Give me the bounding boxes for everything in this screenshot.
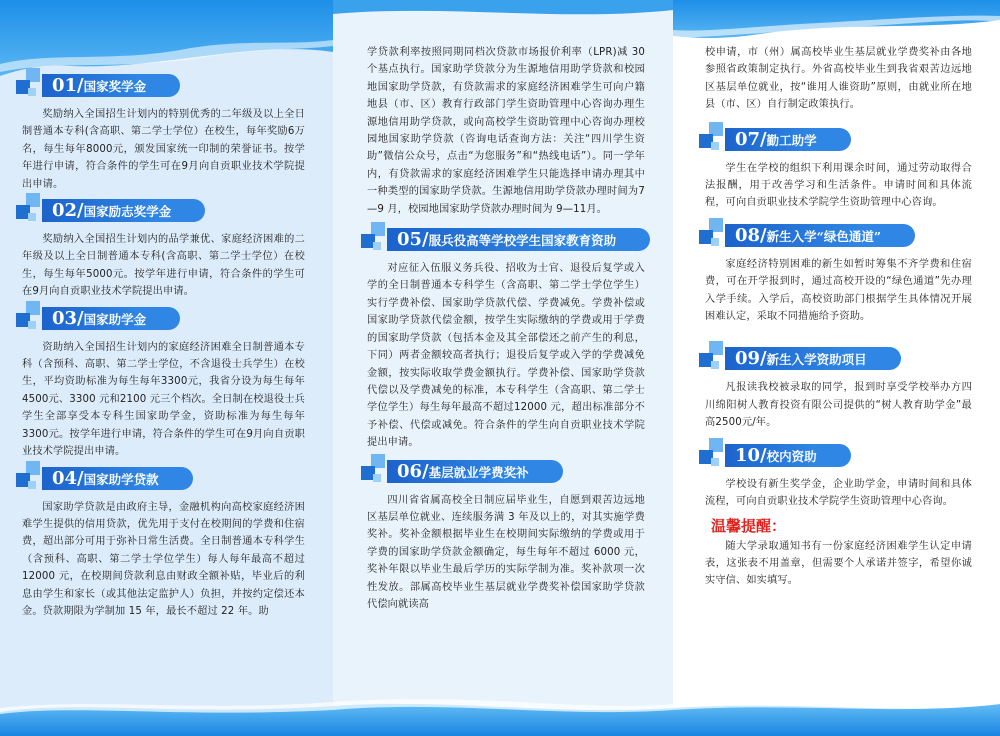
section-title: 新生入学资助项目 [766, 352, 867, 368]
section-10-body: 学校设有新生奖学金，企业助学金，申请时间和具体流程，可向自贡职业技术学院学生资助管理中心咨询。 [705, 478, 972, 508]
heading-bar [725, 444, 851, 467]
section-02-body: 奖励纳入全国招生计划内的品学兼优、家庭经济困难的二年级及以上全日制普通本专科(含高职、第二学士学位）在校生，每生每年5000元。按学年进行申请，符合条件的学生可在9月向自贡职业技术学院提出申请。 [22, 234, 305, 298]
section-06-heading [367, 458, 645, 486]
square-icon [711, 458, 719, 466]
heading-bar [725, 347, 901, 370]
heading-bar [725, 224, 915, 247]
section-06-body: 四川省省属高校全日制应届毕业生，自愿到艰苦边远地区基层单位就业、连续服务满 3 年及以上的，对其实施学费奖补。奖补金额根据毕业生在校期间实际缴纳的学费或用于学费的国家助学贷款金额确定，每生每年不超过 6000 元，奖补年限以毕业生最后学历的实际学制为准。奖补款项一次性发放。部属高校毕业生基层就业学费奖补偿国家助学贷款代偿向就读高 [367, 494, 645, 610]
section-number: 04/ [52, 467, 84, 489]
section-title: 服兵役高等学校学生国家教育资助 [428, 233, 617, 249]
section-number: 10/ [735, 444, 767, 466]
square-icon [28, 88, 36, 96]
notice-title: 温馨提醒： [711, 516, 787, 535]
section-number: 06/ [397, 460, 429, 482]
section-09-heading [705, 345, 972, 373]
section-04-body: 国家助学贷款是由政府主导，金融机构向高校家庭经济困难学生提供的信用贷款，优先用于支付在校期间的学费和住宿费，超出部分可用于弥补日常生活费。全日制普通本专科学生（含预科、高职、第二学士学位学生）每人每年最高不超过 12000 元，在校期间贷款利息由财政全额补贴，毕业后的利息由学生和家长（或其他法定监护人）负担，并按约定偿还本金。贷款期限为学制加 15 年，最长不超过 22 年。助 [22, 501, 305, 617]
square-icon [711, 142, 719, 150]
section-number: 02/ [52, 200, 84, 222]
heading-bar [387, 460, 563, 483]
section-08-body: 家庭经济特别困难的新生如暂时筹集不齐学费和住宿费，可在开学报到时，通过高校开设的“绿色通道”先办理入学手续。入学后，高校资助部门根据学生具体情况开展困难认定，采取不同措施给予资助。 [705, 258, 972, 323]
heading-bar [725, 128, 851, 151]
square-icon [711, 238, 719, 246]
square-icon [373, 474, 381, 482]
section-03-body: 资助纳入全国招生计划内的家庭经济困难全日制普通本专科（含预科、高职、第二学士学位，不含退役士兵学生）在校生，平均资助标准为每生每年3300元，我省分设为每生每年4500元、3300 元和2100 元三个档次。全日制在校退役士兵学生全部享受本专科生国家助学金，资助标准为每生每年 3300元。按学年进行申请，符合条件的学生可在9月向自贡职业技术学院提出申请。 [22, 341, 305, 458]
section-title: 国家励志奖学金 [83, 204, 172, 220]
section-06-body-continued: 校申请，市（州）属高校毕业生基层就业学费奖补由各地参照省政策制定执行。外省高校毕业生到我省艰苦边远地区基层单位就业，按“谁用人谁资助”原则，由就业所在地县（市、区）自行制定政策执行。 [705, 47, 972, 111]
section-08-heading [705, 222, 972, 250]
section-10-heading [705, 442, 972, 470]
section-01-heading [22, 72, 305, 100]
section-05-body: 对应征入伍服义务兵役、招收为士官、退役后复学或入学的全日制普通本专科学生（含高职、第二学士学位学生）实行学费补偿、国家助学贷款代偿、学费减免。学费补偿或国家助学贷款代偿金额，按学生实际缴纳的学费或用于学费的国家助学贷款（包括本金及其全部偿还之前产生的利息，下同）两者金额较高者执行；退役后复学或入学的学费减免金额，按实际收取学费金额执行。学费补偿、国家助学贷款代偿以及学费减免的标准，本专科学生（含高职、第二学士学位学生）每生每年最高不超过12000 元，超出标准部分不予补偿、代偿或减免。符合条件的学生向自贡职业技术学院提出申请。 [367, 263, 645, 449]
notice-body: 随大学录取通知书有一份家庭经济困难学生认定申请表，这张表不用盖章，但需要个人承诺并签字，希望你诚实守信、如实填写。 [705, 540, 972, 587]
section-04-body-continued: 学贷款利率按照同期同档次贷款市场报价利率（LPR)减 30 个基点执行。国家助学贷款分为生源地信用助学贷款和校园地国家助学贷款，有贷款需求的家庭经济困难学生可向户籍地县（市、区）教育行政部门学生资助管理中心咨询办理生源地信用助学贷款，或向高校学生资助管理中心咨询办理校园地国家助学贷款（咨询电话查询方法：关注“四川学生资助”微信公众号，点击“为您服务”和“热线电话”）。同一学年内，有贷款需求的家庭经济困难学生只能选择申请办理其中一种类型的国家助学贷款。生源地信用助学贷款办理时间为7—9 月，校园地国家助学贷款办理时间为 9—11月。 [367, 47, 645, 215]
heading-bar [387, 228, 650, 251]
section-number: 08/ [735, 224, 767, 246]
section-title: 基层就业学费奖补 [428, 464, 529, 480]
panel-middle [333, 0, 673, 736]
heading-bar [42, 199, 205, 222]
heading-bar [42, 307, 180, 330]
square-icon [28, 481, 36, 489]
heading-bar [42, 74, 180, 97]
section-09-body: 凡报读我校被录取的同学，报到时享受学校举办方四川绵阳树人教育投资有限公司提供的“树人教育助学金”最高2500元/年。 [705, 382, 972, 429]
panel-right [673, 0, 1000, 736]
heading-bar [42, 467, 193, 490]
section-04-heading [22, 465, 305, 493]
section-03-heading [22, 305, 305, 333]
section-02-heading [22, 197, 305, 225]
section-title: 国家助学金 [83, 311, 147, 327]
section-title: 校内资助 [766, 448, 817, 464]
section-number: 01/ [52, 75, 84, 96]
section-number: 07/ [735, 128, 767, 150]
section-title: 勤工助学 [766, 132, 817, 148]
section-05-heading [367, 226, 645, 254]
section-07-body: 学生在学校的组织下利用课余时间，通过劳动取得合法报酬，用于改善学习和生活条件。申请时间和具体流程，可向自贡职业技术学院学生资助管理中心咨询。 [705, 162, 972, 209]
square-icon [711, 361, 719, 369]
section-title: 新生入学“绿色通道” [766, 228, 882, 244]
section-number: 03/ [52, 307, 84, 329]
section-01-body: 奖励纳入全国招生计划内的特别优秀的二年级及以上全日制普通本专科(含高职、第二学士学位）在校生，每年奖励6万名，每生每年8000元，颁发国家统一印制的荣誉证书。按学年进行申请，符合条件的学生可在9月向自贡职业技术学院提出申请。 [22, 109, 305, 190]
panel-left [0, 0, 333, 736]
section-title: 国家助学贷款 [83, 471, 159, 487]
square-icon [28, 321, 36, 329]
square-icon [373, 242, 381, 250]
section-number: 05/ [397, 229, 429, 251]
square-icon [28, 213, 36, 221]
section-title: 国家奖学金 [83, 79, 147, 94]
section-07-heading [705, 126, 972, 154]
section-number: 09/ [735, 348, 767, 370]
